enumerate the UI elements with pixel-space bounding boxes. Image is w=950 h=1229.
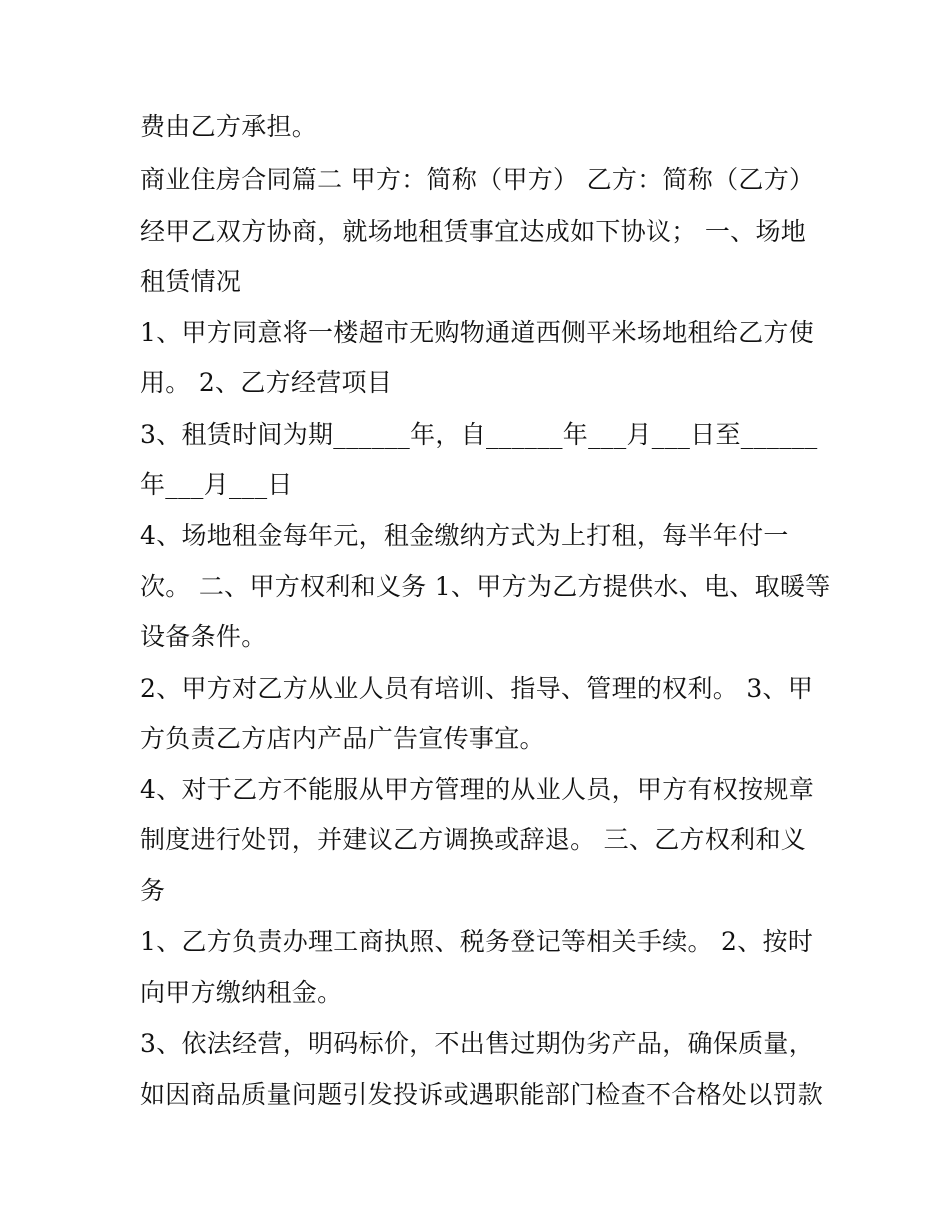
text-line-1: 费由乙方承担。 [140, 112, 318, 141]
text-line-16: 务 [140, 876, 166, 905]
text-line-19: 3、依法经营，明码标价，不出售过期伪劣产品，确保质量， [140, 1029, 815, 1058]
text-line-3: 经甲乙双方协商，就场地租赁事宜达成如下协议； 一、场地 [140, 217, 807, 246]
text-line-14: 4、对于乙方不能服从甲方管理的从业人员，甲方有权按规章 [140, 775, 815, 804]
text-line-18: 向甲方缴纳租金。 [140, 978, 343, 1007]
text-line-12: 2、甲方对乙方从业人员有培训、指导、管理的权利。 3、甲 [140, 674, 814, 703]
text-line-6: 用。 2、乙方经营项目 [140, 368, 393, 397]
text-line-4: 租赁情况 [140, 267, 242, 296]
text-line-10: 次。 二、甲方权利和义务 1、甲方为乙方提供水、电、取暖等 [140, 572, 831, 601]
text-line-17: 1、乙方负责办理工商执照、税务登记等相关手续。 2、按时 [140, 927, 814, 956]
text-line-8: 年___月___日 [140, 470, 293, 499]
text-line-13: 方负责乙方店内产品广告宣传事宜。 [140, 724, 545, 753]
text-line-11: 设备条件。 [140, 622, 267, 651]
text-line-15: 制度进行处罚，并建议乙方调换或辞退。 三、乙方权利和义 [140, 825, 807, 854]
text-line-7: 3、租赁时间为期______年，自______年___月___日至______ [140, 420, 818, 449]
text-line-9: 4、场地租金每年元，租金缴纳方式为上打租，每半年付一 [140, 521, 789, 550]
text-line-20: 如因商品质量问题引发投诉或遇职能部门检查不合格处以罚款 [140, 1080, 824, 1109]
text-line-2: 商业住房合同篇二 甲方：简称（甲方） 乙方：简称（乙方） [140, 165, 815, 194]
text-line-5: 1、甲方同意将一楼超市无购物通道西侧平米场地租给乙方使 [140, 318, 815, 347]
